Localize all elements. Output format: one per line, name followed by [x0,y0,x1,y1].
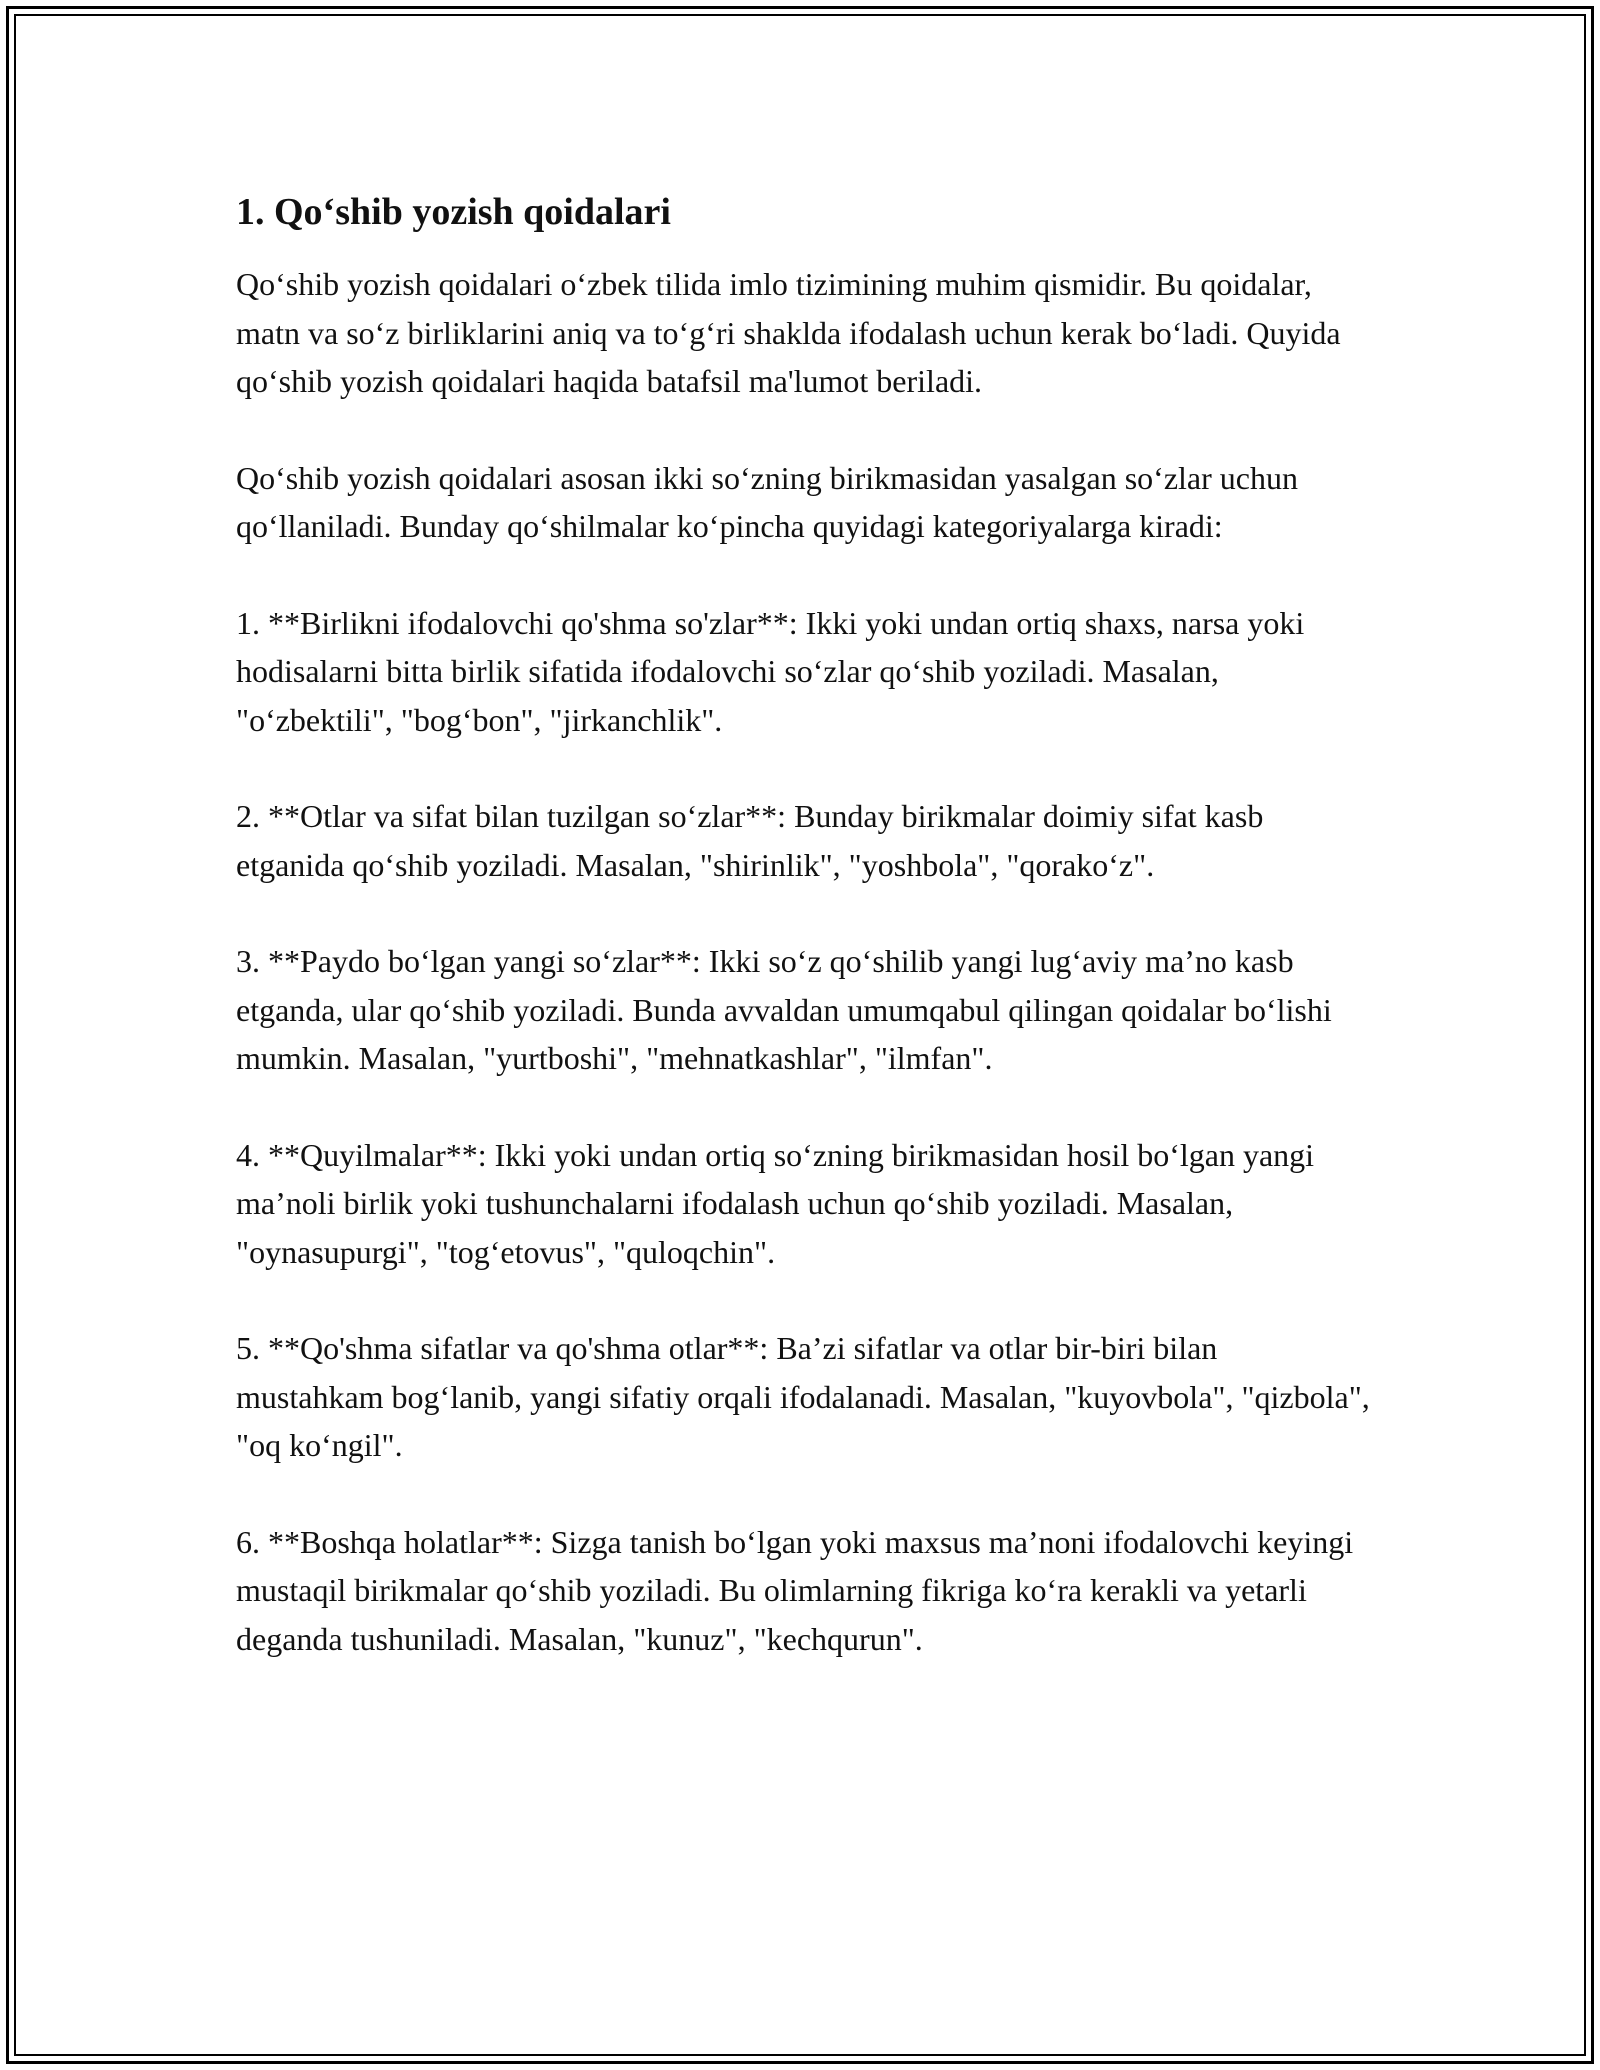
rule-item-2: 2. **Otlar va sifat bilan tuzilgan so‘zlar**: Bunday birikmalar doimiy sifat kasb etganida qo‘shib yoziladi. Masalan, "shirinlik", "yoshbola", "qorako‘z". [236,798,1264,883]
intro-paragraph: Qo‘shib yozish qoidalari o‘zbek tilida imlo tizimining muhim qismidir. Bu qoidalar, matn va so‘z birliklarini aniq va to‘g‘ri shaklda ifodalash uchun kerak bo‘ladi. Quyida qo‘shib yozish qoidalari haqida batafsil ma'lumot beriladi. [236,266,1341,399]
rule-item-5: 5. **Qo'shma sifatlar va qo'shma otlar**: Ba’zi sifatlar va otlar bir-biri bilan mustahkam bog‘lanib, yangi sifatiy orqali ifodalanadi. Masalan, "kuyovbola", "qizbola", "oq ko‘ngil". [236,1330,1370,1463]
document-title: 1. Qo‘shib yozish qoidalari [236,191,671,233]
rule-item-1: 1. **Birlikni ifodalovchi qo'shma so'zlar**: Ikki yoki undan ortiq shaxs, narsa yoki hodisalarni bitta birlik sifatida ifodalovchi so‘zlar qo‘shib yoziladi. Masalan, "o‘zbektili", "bog‘bon", "jirkanchlik". [236,604,1305,738]
document-body [236,186,1372,1711]
rule-item-3: 3. **Paydo bo‘lgan yangi so‘zlar**: Ikki so‘z qo‘shilib yangi lug‘aviy ma’no kasb etganda, ular qo‘shib yoziladi. Bunda avvaldan umumqabul qilingan qoidalar bo‘lishi mumkin. Masalan, "yurtboshi", "mehnatkashlar", "ilmfan". [236,943,1332,1076]
usage-paragraph: Qo‘shib yozish qoidalari asosan ikki so‘zning birikmasidan yasalgan so‘zlar uchun qo‘llaniladi. Bunday qo‘shilmalar ko‘pincha quyidagi kategoriyalarga kiradi: [236,459,1298,544]
rule-item-4: 4. **Quyilmalar**: Ikki yoki undan ortiq so‘zning birikmasidan hosil bo‘lgan yangi ma’noli birlik yoki tushunchalarni ifodalash uchun qo‘shib yoziladi. Masalan, "oynasupurgi", "tog‘etovus", "quloqchin". [236,1136,1315,1270]
rule-item-6: 6. **Boshqa holatlar**: Sizga tanish bo‘lgan yoki maxsus ma’noni ifodalovchi keyingi mustaqil birikmalar qo‘shib yoziladi. Bu olimlarning fikriga ko‘ra kerakli va yetarli deganda tushuniladi. Masalan, "kunuz", "kechqurun". [236,1523,1354,1657]
